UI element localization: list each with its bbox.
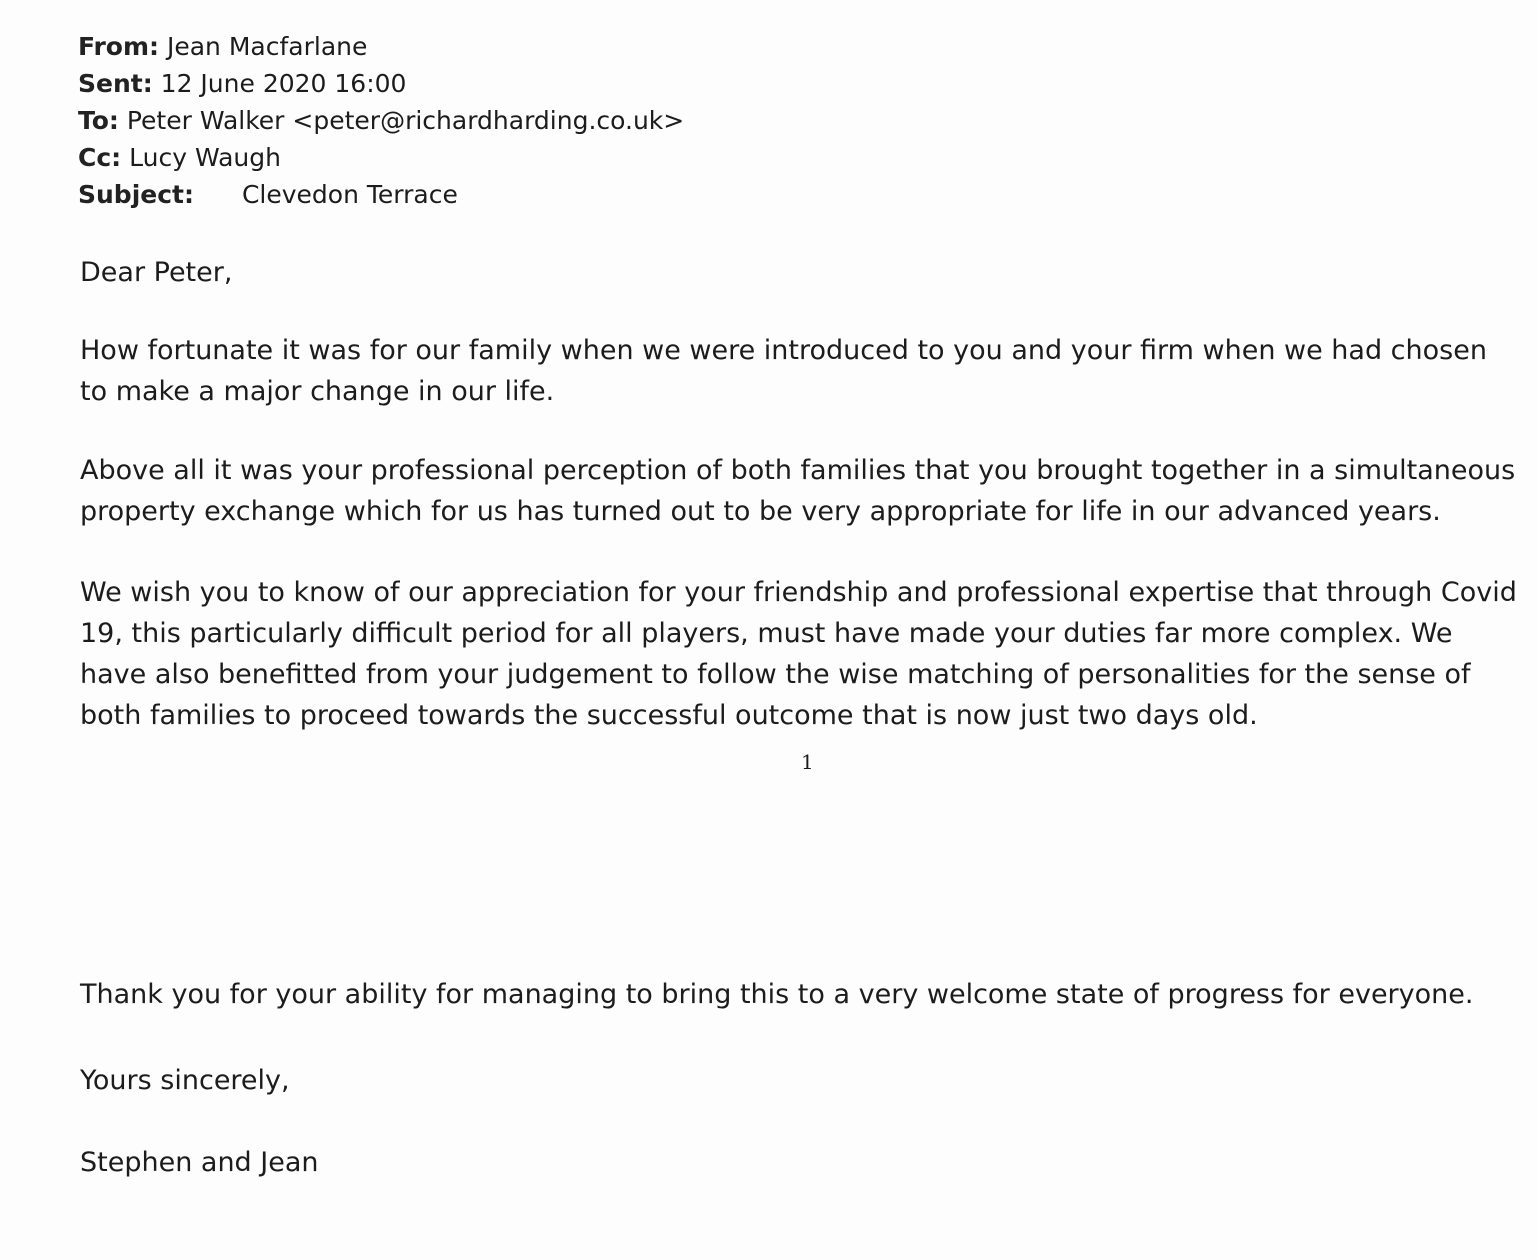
from-value: Jean Macfarlane [166, 32, 368, 61]
subject-label: Subject: [78, 180, 194, 209]
paragraph-3 [80, 572, 1517, 736]
signature: Stephen and Jean [80, 1147, 319, 1178]
closing: Yours sincerely, [80, 1065, 290, 1096]
to-value: Peter Walker <peter@richardharding.co.uk> [126, 106, 685, 135]
salutation: Dear Peter, [80, 257, 233, 288]
page-number: 1 [801, 750, 814, 774]
header-subject-row [78, 176, 684, 213]
paragraph-line: both families to proceed towards the successful outcome that is now just two days old. [80, 700, 1258, 731]
paragraph-line: How fortunate it was for our family when we were introduced to you and your firm when we had chosen [80, 335, 1487, 366]
paragraph-line: Thank you for your ability for managing to bring this to a very welcome state of progress for everyone. [80, 979, 1474, 1010]
paragraph-4 [80, 974, 1473, 1015]
header-cc-row [78, 139, 684, 176]
header-to-row [78, 102, 684, 139]
cc-value: Lucy Waugh [129, 143, 281, 172]
paragraph-2 [80, 450, 1515, 532]
paragraph-line: to make a major change in our life. [80, 376, 555, 407]
sent-label: Sent: [78, 69, 153, 98]
paragraph-line: We wish you to know of our appreciation for your friendship and professional expertise that through Covid [80, 577, 1517, 608]
subject-value: Clevedon Terrace [241, 180, 458, 209]
paragraph-line: Above all it was your professional perception of both families that you brought together in a simultaneous [80, 455, 1516, 486]
from-label: From: [78, 32, 160, 61]
paragraph-line: have also benefitted from your judgement to follow the wise matching of personalities for the sense of [80, 659, 1471, 690]
sent-value: 12 June 2020 16:00 [160, 69, 407, 98]
to-label: To: [78, 106, 119, 135]
paragraph-line: property exchange which for us has turned out to be very appropriate for life in our advanced years. [80, 496, 1441, 527]
paragraph-1 [80, 330, 1487, 412]
header-from-row [78, 28, 684, 65]
cc-label: Cc: [78, 143, 122, 172]
header-sent-row [78, 65, 684, 102]
paragraph-line: 19, this particularly difficult period for all players, must have made your duties far more complex. We [80, 618, 1453, 649]
email-header [78, 28, 684, 213]
